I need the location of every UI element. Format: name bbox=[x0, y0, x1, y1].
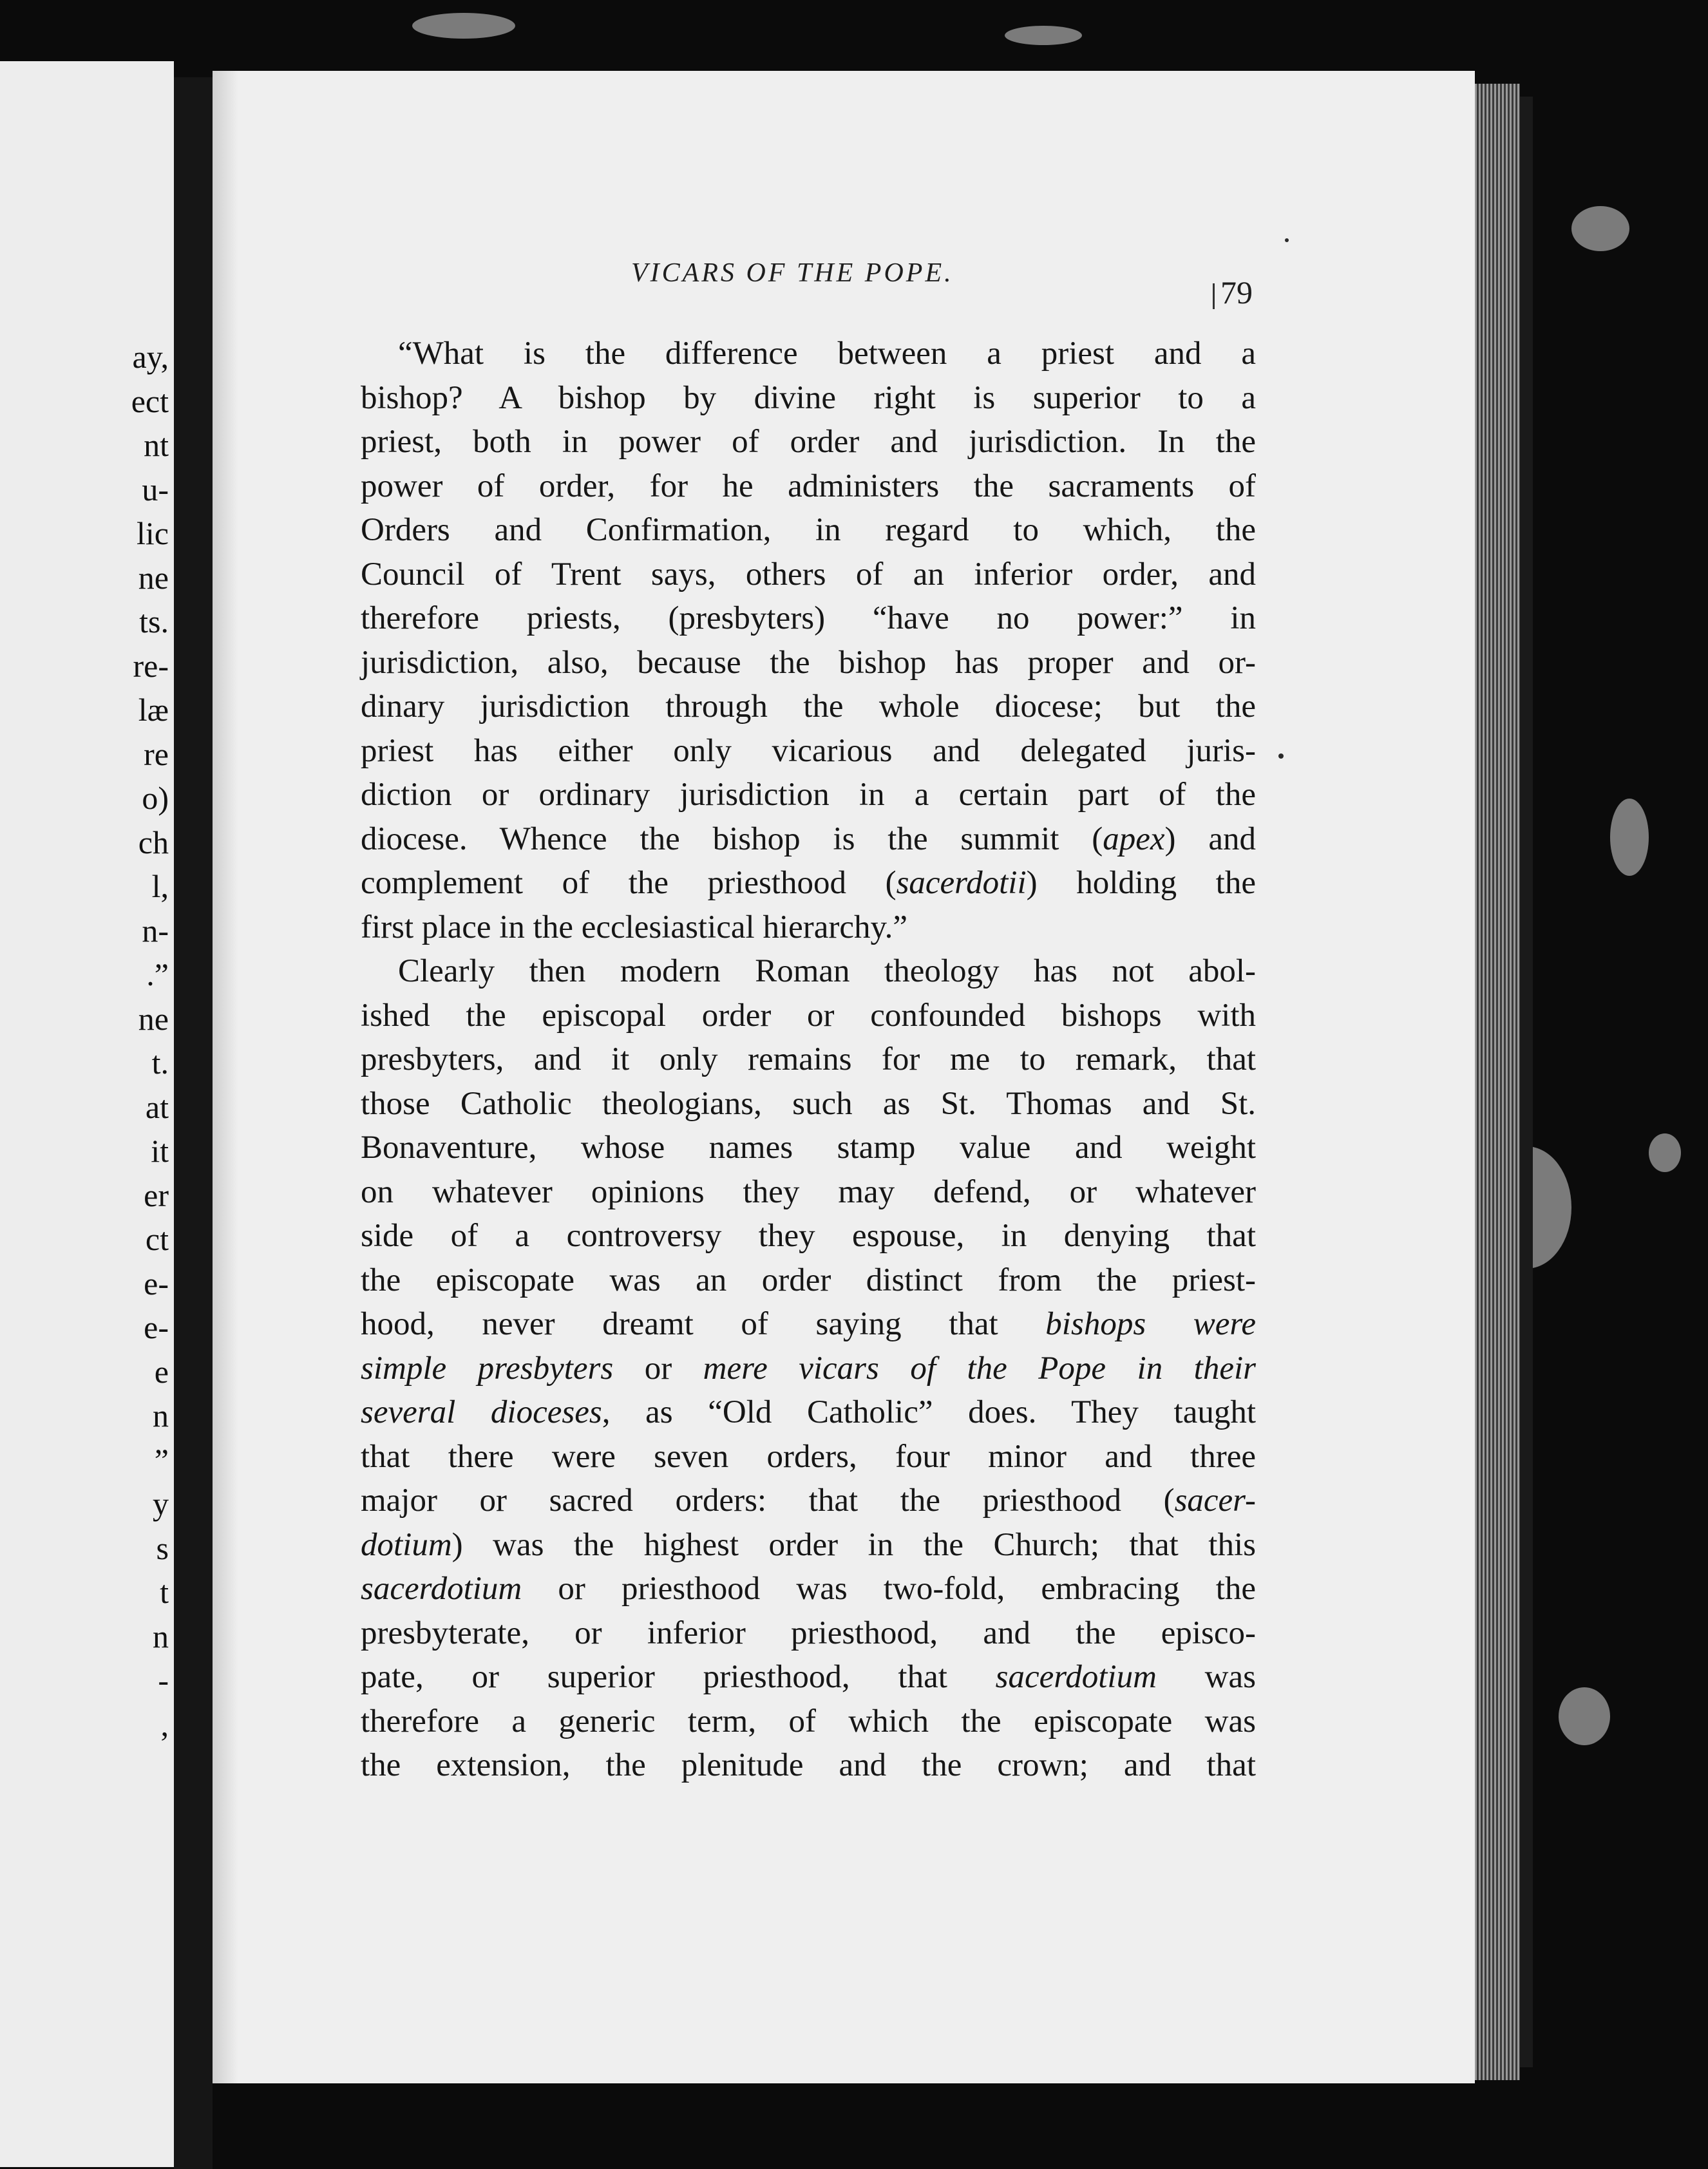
text-line: therefore priests, (presbyters) “have no power:” in bbox=[361, 600, 1256, 636]
text-line: power of order, for he administers the sacraments of bbox=[361, 468, 1256, 504]
text-line: the episcopate was an order distinct from the priest- bbox=[361, 1262, 1256, 1298]
previous-page-line: læ bbox=[138, 692, 169, 728]
background-speck bbox=[412, 13, 515, 39]
italic-text: sacer- bbox=[1174, 1482, 1256, 1519]
text-line: pate, or superior priesthood, that sacerdotium was bbox=[361, 1659, 1256, 1695]
previous-page-line: er bbox=[144, 1177, 169, 1213]
previous-page-line: s bbox=[156, 1530, 169, 1566]
text-line: Bonaventure, whose names stamp value and weight bbox=[361, 1130, 1256, 1166]
text-line: presbyterate, or inferior priesthood, and the episco- bbox=[361, 1615, 1256, 1651]
previous-page-line: at bbox=[145, 1088, 169, 1125]
previous-page-line: ay, bbox=[132, 339, 169, 375]
text-line: Orders and Confirmation, in regard to which, the bbox=[361, 512, 1256, 548]
background-speck bbox=[1559, 1687, 1610, 1745]
previous-page-line: .” bbox=[146, 956, 169, 992]
text-line: ished the episcopal order or confounded bishops with bbox=[361, 997, 1256, 1034]
ink-speck bbox=[1278, 753, 1284, 759]
page-edges bbox=[1475, 84, 1520, 2080]
text-line: “What is the difference between a priest and a bbox=[398, 336, 1256, 372]
previous-page-line: y bbox=[153, 1486, 169, 1522]
previous-page-line: n bbox=[153, 1397, 169, 1434]
previous-page-line: - bbox=[158, 1662, 169, 1698]
text-line: first place in the ecclesiastical hierarchy.” bbox=[361, 909, 908, 945]
italic-text: sacerdotium bbox=[361, 1571, 522, 1607]
running-head: VICARS OF THE POPE. bbox=[631, 258, 954, 288]
previous-page-line: nt bbox=[144, 427, 169, 463]
previous-page-line: ” bbox=[154, 1441, 169, 1478]
previous-page-line: ts. bbox=[139, 603, 169, 639]
text-line: diocese. Whence the bishop is the summit (apex) and bbox=[361, 820, 1256, 857]
italic-text: simple presbyters bbox=[361, 1350, 614, 1387]
previous-page-line: o) bbox=[142, 780, 169, 816]
previous-page-line: u- bbox=[142, 471, 169, 507]
previous-page-line: re bbox=[144, 735, 169, 772]
text-line: major or sacred orders: that the priesthood (sacer- bbox=[361, 1482, 1256, 1519]
text-line: therefore a generic term, of which the episcopate was bbox=[361, 1703, 1256, 1739]
text-line: that there were seven orders, four minor and three bbox=[361, 1438, 1256, 1475]
page-body-text bbox=[361, 332, 1256, 1788]
ink-speck bbox=[1285, 238, 1289, 242]
text-line: the extension, the plenitude and the crown; and that bbox=[361, 1747, 1256, 1783]
previous-page-line: lic bbox=[137, 515, 169, 551]
background-speck bbox=[1005, 26, 1082, 45]
book-gutter bbox=[174, 77, 213, 2169]
text-line: dotium) was the highest order in the Church; that this bbox=[361, 1526, 1256, 1563]
italic-text: dotium bbox=[361, 1526, 452, 1563]
page-number: 79 bbox=[1220, 274, 1253, 310]
text-line: priest, both in power of order and jurisdiction. In the bbox=[361, 424, 1256, 460]
italic-text: apex bbox=[1103, 820, 1165, 857]
previous-page-line: n- bbox=[142, 912, 169, 949]
text-line: those Catholic theologians, such as St. Thomas and St. bbox=[361, 1085, 1256, 1122]
background-speck bbox=[1610, 799, 1649, 876]
previous-page-line: l, bbox=[151, 868, 169, 904]
text-line: hood, never dreamt of saying that bishops were bbox=[361, 1306, 1257, 1342]
text-line: side of a controversy they espouse, in denying that bbox=[361, 1218, 1256, 1254]
previous-page-line: , bbox=[160, 1706, 169, 1743]
page-gutter-shadow bbox=[213, 71, 238, 2083]
previous-page-line: e bbox=[154, 1353, 169, 1390]
text-line: presbyters, and it only remains for me to remark, that bbox=[361, 1041, 1256, 1077]
previous-page-line: re- bbox=[133, 647, 169, 684]
previous-page-line: e- bbox=[144, 1309, 169, 1345]
previous-page-line: it bbox=[151, 1133, 169, 1169]
previous-page-line: t bbox=[160, 1574, 169, 1610]
folio-mark bbox=[1213, 283, 1215, 309]
previous-page-line: ct bbox=[145, 1221, 169, 1257]
text-line: jurisdiction, also, because the bishop has proper and or- bbox=[361, 644, 1256, 681]
previous-page-line: ch bbox=[138, 824, 169, 860]
previous-page-line: ne bbox=[138, 1000, 169, 1037]
text-line: sacerdotium or priesthood was two-fold, embracing the bbox=[361, 1571, 1256, 1607]
italic-text: sacerdotii bbox=[896, 865, 1027, 901]
italic-text: mere vicars of the Pope in their bbox=[703, 1350, 1257, 1387]
text-line: Clearly then modern Roman theology has not abol- bbox=[398, 953, 1256, 989]
text-line: diction or ordinary jurisdiction in a certain part of the bbox=[361, 777, 1256, 813]
background-speck bbox=[1649, 1133, 1681, 1172]
text-line: bishop? A bishop by divine right is superior to a bbox=[361, 379, 1256, 416]
text-line: complement of the priesthood (sacerdotii) holding the bbox=[361, 865, 1256, 901]
background-speck bbox=[1571, 206, 1629, 251]
previous-page-line: ne bbox=[138, 559, 169, 596]
italic-text: several dioceses bbox=[361, 1394, 602, 1430]
previous-page-line: e- bbox=[144, 1265, 169, 1302]
italic-text: bishops were bbox=[1045, 1306, 1257, 1342]
text-line: simple presbyters or mere vicars of the Pope in their bbox=[361, 1350, 1257, 1387]
book-cover-edge bbox=[1520, 97, 1533, 2067]
italic-text: sacerdotium bbox=[995, 1659, 1157, 1695]
text-line: priest has either only vicarious and delegated juris- bbox=[361, 732, 1256, 769]
previous-page-line: ect bbox=[131, 383, 169, 419]
previous-page-text bbox=[0, 335, 169, 1747]
text-line: dinary jurisdiction through the whole diocese; but the bbox=[361, 688, 1256, 725]
text-line: on whatever opinions they may defend, or whatever bbox=[361, 1173, 1256, 1210]
previous-page-line: t. bbox=[151, 1045, 169, 1081]
previous-page-line: n bbox=[153, 1618, 169, 1654]
text-line: Council of Trent says, others of an inferior order, and bbox=[361, 556, 1256, 592]
text-line: several dioceses, as “Old Catholic” does. They taught bbox=[361, 1394, 1256, 1430]
